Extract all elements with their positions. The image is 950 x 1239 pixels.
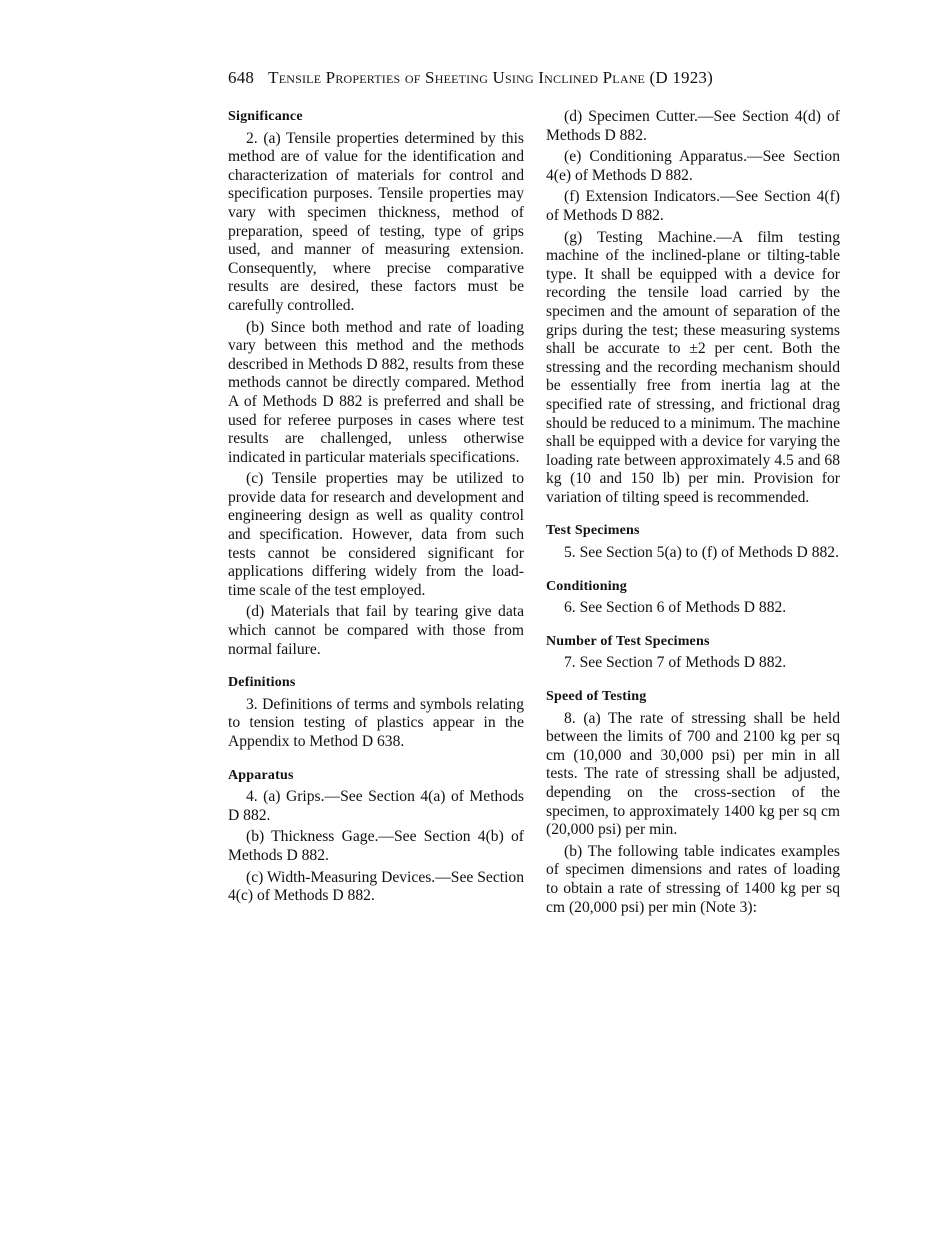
paragraph-2a: 2. (a) Tensile properties determined by this method are of value for the identification and characterization of materials for control and specification purposes. Tensile properties may vary with specimen thickness, method of preparation, speed of testing, type of grips used, and manner of measuring extension. Consequently, where precise comparative results are desired, these factors must be carefully controlled. <box>228 129 524 314</box>
paragraph-4g: (g) Testing Machine.—A film testing machine of the inclined-plane or tilting-table type. It shall be equipped with a device for recording the tensile load carried by the specimen and the amount of separation of the grips during the test; these measuring systems shall be accurate to ±2 per cent. Both the stressing and the recording mechanism should be essentially free from inertia lag at the specified rate of stressing, and frictional drag should be reduced to a minimum. The machine shall be equipped with a device for varying the loading rate between approximately 4.5 and 68 kg (10 and 150 lb) per min. Provision for variation of tilting speed is recommended. <box>546 228 840 506</box>
paragraph-4c: (c) Width-Measuring Devices.—See Section 4(c) of Methods D 882. <box>228 868 524 905</box>
paragraph-4b: (b) Thickness Gage.—See Section 4(b) of Methods D 882. <box>228 828 524 864</box>
page-number: 648 <box>228 68 255 87</box>
left-column <box>228 108 524 906</box>
spacer <box>546 507 840 522</box>
paragraph-4f: (f) Extension Indicators.—See Section 4(f) of Methods D 882. <box>546 188 840 224</box>
paragraph-8b: (b) The following table indicates examples of specimen dimensions and rates of loading to obtain a rate of stressing of 1400 kg per sq cm (20,000 psi) per min (Note 3): <box>546 842 840 916</box>
paragraph-6: 6. See Section 6 of Methods D 882. <box>564 599 787 617</box>
spacer <box>228 659 524 674</box>
paragraph-2c: (c) Tensile properties may be utilized to provide data for research and development and engineering design as well as quality control and specification. However, data from such tests cannot be considered significant for applications differing widely from the load-time scale of the test employed. <box>228 470 524 599</box>
paragraph-4a: 4. (a) Grips.—See Section 4(a) of Methods D 882. <box>228 788 524 824</box>
significance-heading: Significance <box>228 109 303 124</box>
paragraph-3: 3. Definitions of terms and symbols relating to tension testing of plastics appear in the Appendix to Method D 638. <box>228 695 524 750</box>
definitions-heading: Definitions <box>228 675 296 691</box>
paragraph-2d: (d) Materials that fail by tearing give data which cannot be compared with those from normal failure. <box>228 603 524 658</box>
paragraph-7: 7. See Section 7 of Methods D 882. <box>564 654 787 672</box>
right-column <box>546 108 840 917</box>
number-of-test-specimens-heading: Number of Test Specimens <box>546 633 710 649</box>
spacer <box>228 752 524 767</box>
paragraph-2b: (b) Since both method and rate of loading vary between this method and the methods described in Methods D 882, results from these methods cannot be directly compared. Method A of Methods D 882 is preferred and shall be used for referee purposes in cases where test results are challenged, unless otherwise indicated in particular materials specifications. <box>228 318 524 466</box>
spacer <box>546 563 840 578</box>
running-title: Tensile Properties of Sheeting Using Inclined Plane (D 1923) <box>268 68 713 87</box>
paragraph-5: 5. See Section 5(a) to (f) of Methods D 882. <box>564 544 839 562</box>
paragraph-4d: (d) Specimen Cutter.—See Section 4(d) of Methods D 882. <box>546 108 840 144</box>
spacer <box>546 618 840 633</box>
test-specimens-heading: Test Specimens <box>546 523 640 539</box>
paragraph-8a: 8. (a) The rate of stressing shall be held between the limits of 700 and 2100 kg per sq cm (10,000 and 30,000 psi) per min in all tests. The rate of stressing shall be adjusted, depending on the cross-section of the specimen, to approximately 1400 kg per sq cm (20,000 psi) per min. <box>546 709 840 839</box>
paragraph-4e: (e) Conditioning Apparatus.—See Section 4(e) of Methods D 882. <box>546 148 840 184</box>
spacer <box>546 673 840 688</box>
apparatus-heading: Apparatus <box>228 767 294 783</box>
conditioning-heading: Conditioning <box>546 578 627 594</box>
speed-of-testing-heading: Speed of Testing <box>546 689 647 705</box>
running-header <box>228 68 868 88</box>
